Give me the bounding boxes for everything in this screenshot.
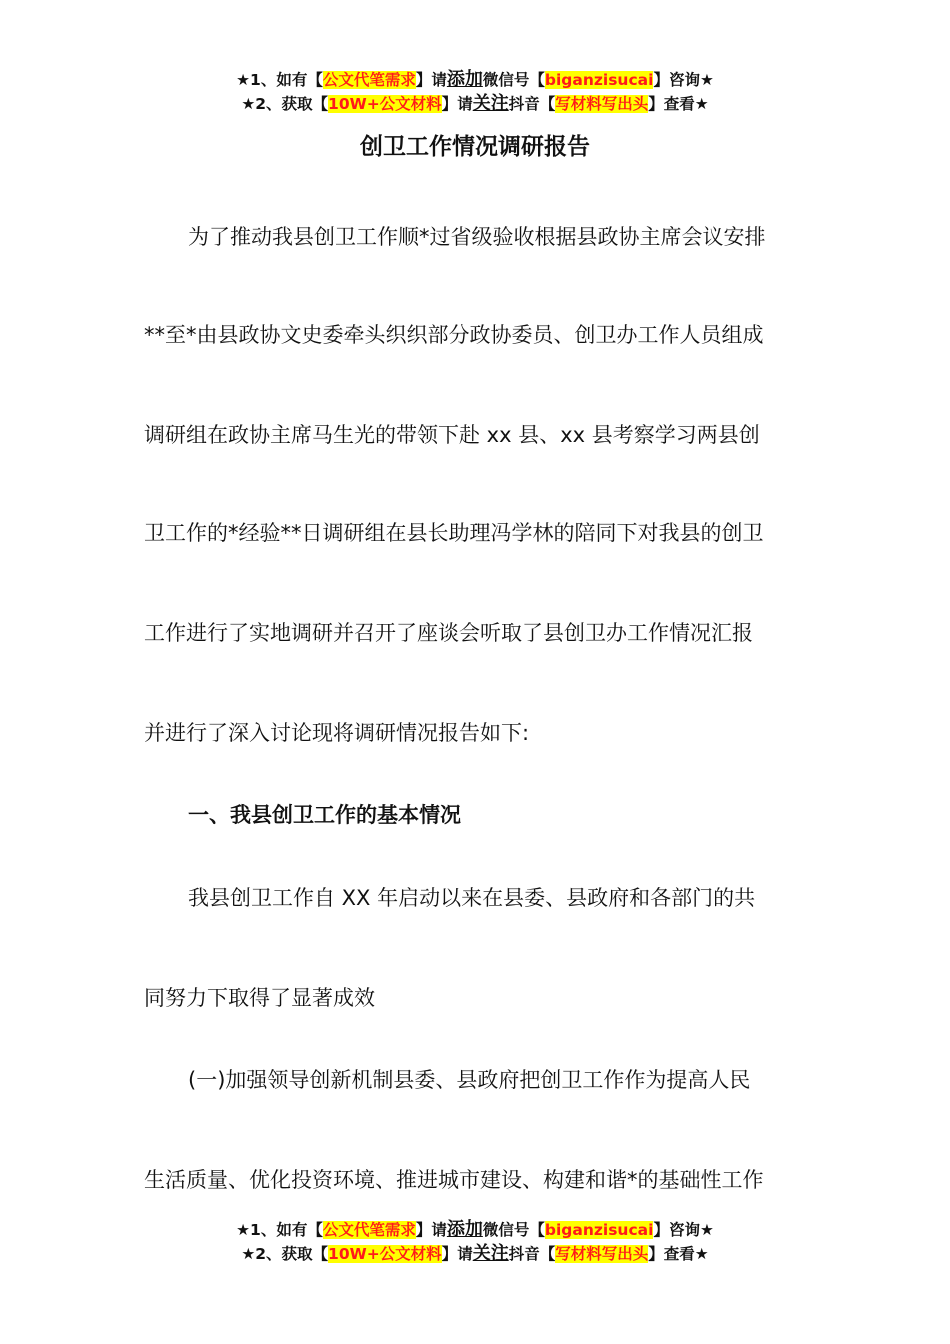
body-line: 调研组在政协主席马生光的带领下赴 xx 县、xx 县考察学习两县创: [144, 423, 760, 447]
body-line: 为了推动我县创卫工作顺*过省级验收根据县政协主席会议安排: [188, 225, 766, 249]
banner-douyin-id: 写材料写出头: [555, 95, 649, 113]
footer-banner: [0, 1218, 950, 1266]
banner-text: ★2、获取【: [241, 1245, 329, 1263]
body-line: 我县创卫工作自 XX 年启动以来在县委、县政府和各部门的共: [188, 886, 756, 910]
body-line: **至*由县政协文史委牵头织织部分政协委员、创卫办工作人员组成: [144, 323, 764, 347]
document-title: 创卫工作情况调研报告: [360, 134, 590, 160]
body-line: 生活质量、优化投资环境、推进城市建设、构建和谐*的基础性工作: [144, 1168, 764, 1192]
banner-wechat-id: biganzisucai: [544, 1221, 654, 1239]
banner-wechat-id: biganzisucai: [544, 71, 654, 89]
banner-text: 】请: [441, 1245, 473, 1263]
banner-text: 微信号【: [482, 71, 545, 89]
banner-highlight: 公文代笔需求: [322, 71, 416, 89]
banner-text: ★2、获取【: [241, 95, 329, 113]
banner-text: 】请: [415, 71, 447, 89]
banner-text: 抖音【: [508, 1245, 556, 1263]
banner-text: ★1、如有【: [236, 71, 323, 89]
banner-highlight: 10W+公文材料: [328, 1245, 442, 1263]
banner-douyin-id: 写材料写出头: [555, 1245, 649, 1263]
banner-text: 抖音【: [508, 95, 556, 113]
banner-highlight: 公文代笔需求: [322, 1221, 416, 1239]
banner-underlined: 关注: [472, 93, 509, 114]
banner-text: ★1、如有【: [236, 1221, 323, 1239]
banner-line-1: [0, 1218, 950, 1242]
section-heading: 一、我县创卫工作的基本情况: [188, 803, 461, 827]
banner-text: 】请: [441, 95, 473, 113]
banner-text: 】查看★: [648, 1245, 709, 1263]
banner-line-2: [0, 92, 950, 116]
banner-underlined: 关注: [472, 1243, 509, 1264]
banner-line-1: [0, 68, 950, 92]
header-banner: [0, 68, 950, 116]
banner-underlined: 添加: [446, 1219, 483, 1240]
banner-text: 】查看★: [648, 95, 709, 113]
banner-line-2: [0, 1242, 950, 1266]
body-line: 卫工作的*经验**日调研组在县长助理冯学林的陪同下对我县的创卫: [144, 521, 764, 545]
banner-underlined: 添加: [446, 69, 483, 90]
banner-text: 】请: [415, 1221, 447, 1239]
banner-highlight: 10W+公文材料: [328, 95, 442, 113]
subsection-line: (一)加强领导创新机制县委、县政府把创卫工作作为提高人民: [188, 1068, 751, 1092]
body-line: 同努力下取得了显著成效: [144, 986, 375, 1010]
banner-text: 】咨询★: [653, 1221, 714, 1239]
body-line: 工作进行了实地调研并召开了座谈会听取了县创卫办工作情况汇报: [144, 621, 753, 645]
banner-text: 】咨询★: [653, 71, 714, 89]
body-line: 并进行了深入讨论现将调研情况报告如下:: [144, 721, 530, 745]
banner-text: 微信号【: [482, 1221, 545, 1239]
